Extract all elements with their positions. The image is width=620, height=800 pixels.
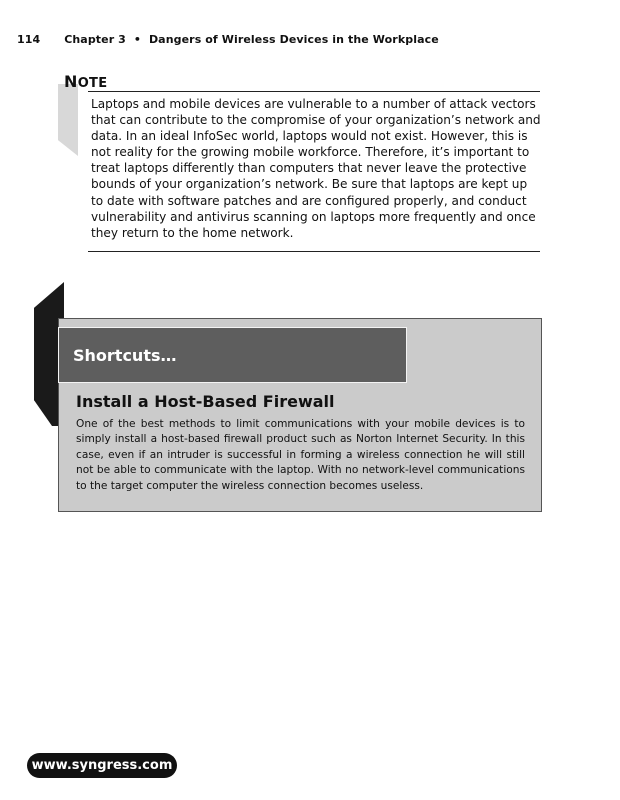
page-number: 114 <box>17 33 41 46</box>
note-bottom-rule <box>88 251 540 252</box>
note-title-initial: N <box>64 72 78 91</box>
footer-url[interactable]: www.syngress.com <box>27 753 177 778</box>
note-top-rule <box>88 91 540 92</box>
sidebar-banner-label: Shortcuts… <box>73 345 177 365</box>
running-head <box>17 33 439 46</box>
note-body: Laptops and mobile devices are vulnerable to a number of attack vectors that can contribute to the compromise of your organization’s network and data. In an ideal InfoSec world, laptops would not exist. However, this is not reality for the growing mobile workforce. Therefore, it’s important to treat laptops differently than computers that never leave the protective bounds of your organization’s network. Be sure that laptops are kept up to date with software patches and are configured properly, and conduct vulnerability and antivirus scanning on laptops more frequently and once they return to the home network. <box>91 97 541 240</box>
chapter-title: Dangers of Wireless Devices in the Workplace <box>148 33 439 46</box>
sidebar-heading: Install a Host-Based Firewall <box>76 392 335 411</box>
sidebar-banner <box>58 327 407 383</box>
note-title-rest: OTE <box>77 76 108 91</box>
running-head-separator: • <box>133 33 142 46</box>
sidebar-body: One of the best methods to limit communications with your mobile devices is to simply install a host-based firewall product such as Norton Internet Security. In this case, even if an intruder is successful in forming a wireless connection he will still not be able to communicate with the laptop. With no network-level communications to the target computer the wireless connection becomes useless. <box>76 418 525 492</box>
chapter-label: Chapter 3 <box>64 33 126 46</box>
note-tab-decoration <box>58 84 78 156</box>
note-title <box>64 72 107 91</box>
